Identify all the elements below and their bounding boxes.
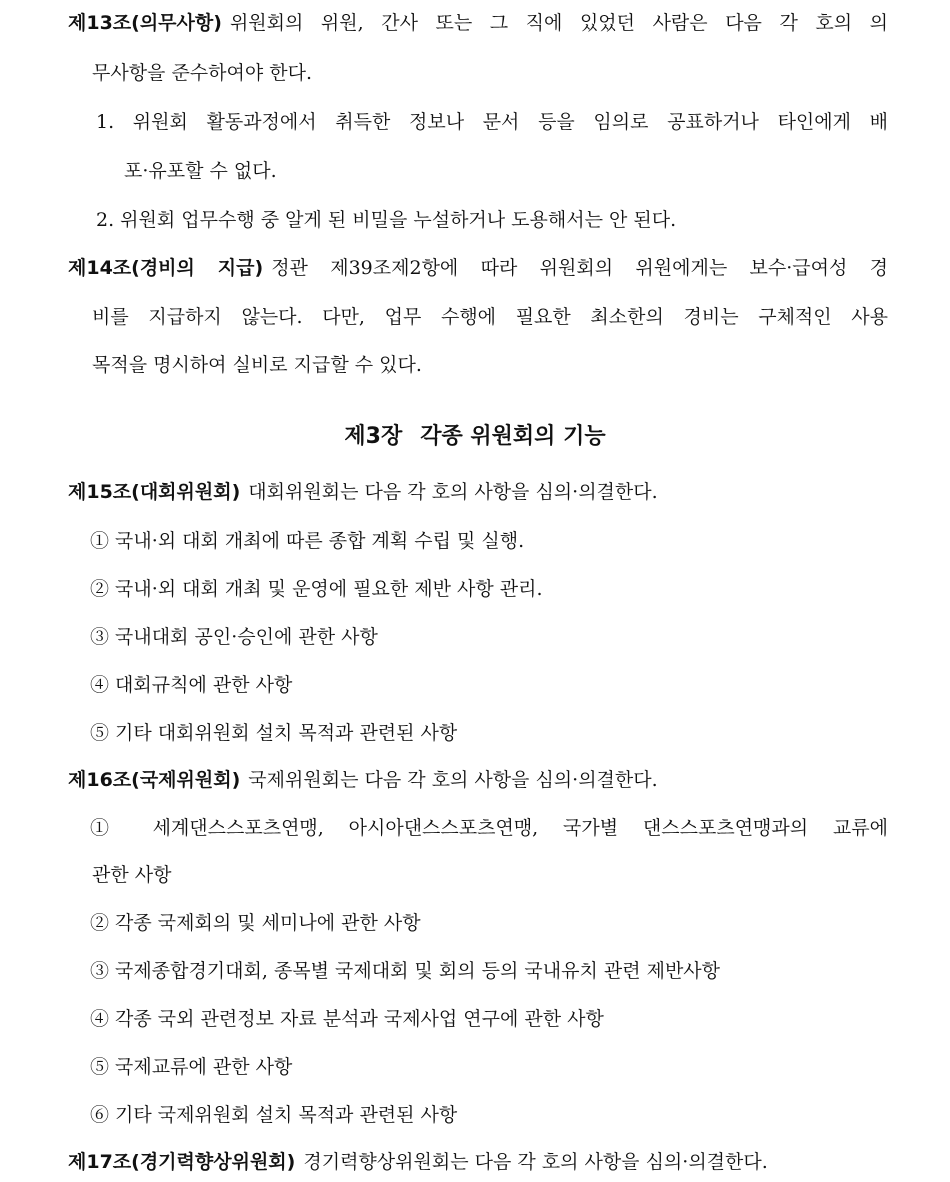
article-15-item: ③ 국내대회 공인·승인에 관한 사항 <box>90 626 378 648</box>
article-16-item: ③ 국제종합경기대회, 종목별 국제대회 및 회의 등의 국내유치 관련 제반사항 <box>90 960 721 982</box>
article-15-line-1 <box>68 479 950 505</box>
article-14-line-3: 목적을 명시하여 실비로 지급할 수 있다. <box>92 354 422 376</box>
article-17-line-1 <box>68 1149 950 1175</box>
article-14-line-2: 비를 지급하지 않는다. 다만, 업무 수행에 필요한 최소한의 경비는 구체적인 사용 <box>92 306 888 328</box>
article-14-line-1 <box>0 255 950 281</box>
article-13-item-1-cont: 포·유포할 수 없다. <box>124 160 277 182</box>
article-16-item-1: ① 세계댄스스포츠연맹, 아시아댄스스포츠연맹, 국가별 댄스스포츠연맹과의 교류에 <box>90 817 888 839</box>
article-15-heading: 제15조(대회위원회) <box>68 481 241 503</box>
article-16-item: ⑥ 기타 국제위원회 설치 목적과 관련된 사항 <box>90 1104 458 1126</box>
chapter-number: 제3장 <box>344 424 403 449</box>
article-15-item: ② 국내·외 대회 개최 및 운영에 필요한 제반 사항 관리. <box>90 578 543 600</box>
article-13-heading: 제13조(의무사항) <box>68 12 222 34</box>
article-14-heading: 제14조(경비의 지급) <box>68 257 264 279</box>
chapter-name: 각종 위원회의 기능 <box>420 424 606 449</box>
article-16-item-1-cont: 관한 사항 <box>92 864 172 886</box>
article-15-item: ④ 대회규칙에 관한 사항 <box>90 674 293 696</box>
article-14-text: 정관 제39조제2항에 따라 위원회의 위원에게는 보수·급여성 경 <box>271 257 888 279</box>
article-15-item: ⑤ 기타 대회위원회 설치 목적과 관련된 사항 <box>90 722 458 744</box>
article-16-item: ⑤ 국제교류에 관한 사항 <box>90 1056 293 1078</box>
chapter-3-title <box>0 422 950 452</box>
article-13-text: 위원회의 위원, 간사 또는 그 직에 있었던 사람은 다음 각 호의 의 <box>229 12 888 34</box>
article-15-text: 대회위원회는 다음 각 호의 사항을 심의·의결한다. <box>248 481 658 503</box>
article-15-item: ① 국내·외 대회 개최에 따른 종합 계획 수립 및 실행. <box>90 530 525 552</box>
article-16-heading: 제16조(국제위원회) <box>68 769 241 791</box>
article-13-line-1 <box>0 10 950 36</box>
article-16-line-1 <box>68 767 950 793</box>
article-17-text: 경기력향상위원회는 다음 각 호의 사항을 심의·의결한다. <box>303 1151 768 1173</box>
article-16-item: ② 각종 국제회의 및 세미나에 관한 사항 <box>90 912 421 934</box>
article-13-item-2: 2. 위원회 업무수행 중 알게 된 비밀을 누설하거나 도용해서는 안 된다. <box>96 209 677 231</box>
article-16-text: 국제위원회는 다음 각 호의 사항을 심의·의결한다. <box>248 769 658 791</box>
article-13-item-1: 1. 위원회 활동과정에서 취득한 정보나 문서 등을 임의로 공표하거나 타인에게 배 <box>96 111 888 133</box>
article-17-heading: 제17조(경기력향상위원회) <box>68 1151 296 1173</box>
article-13-line-2: 무사항을 준수하여야 한다. <box>92 62 313 84</box>
article-16-item: ④ 각종 국외 관련정보 자료 분석과 국제사업 연구에 관한 사항 <box>90 1008 604 1030</box>
